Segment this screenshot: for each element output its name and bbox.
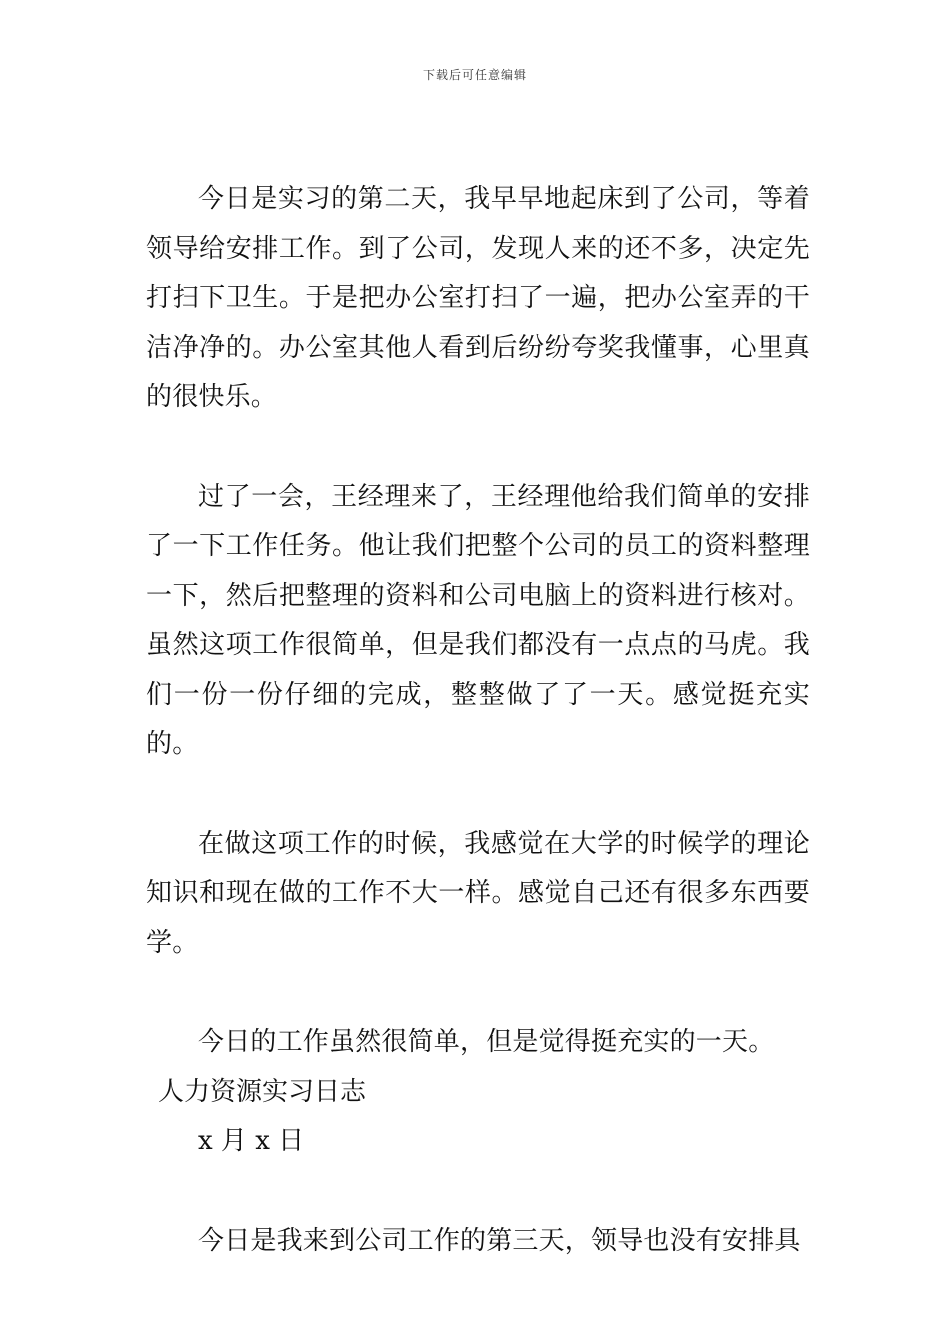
section-title: 人力资源实习日志	[158, 1076, 367, 1107]
header-note: 下载后可任意编辑	[422, 68, 527, 82]
paragraph-3: 在做这项工作的时候，我感觉在大学的时候学的理论知识和现在做的工作不大一样。感觉自己还有很多东西要学。	[146, 828, 810, 958]
paragraph-1: 今日是实习的第二天，我早早地起床到了公司，等着领导给安排工作。到了公司，发现人来的还不多，决定先打扫下卫生。于是把办公室打扫了一遍，把办公室弄的干洁净净的。办公室其他人看到后纷纷夸奖我懂事，心里真的很快乐。	[146, 184, 810, 412]
paragraph-5: 今日是我来到公司工作的第三天，领导也没有安排具	[198, 1225, 801, 1256]
paragraph-4: 今日的工作虽然很简单，但是觉得挺充实的一天。	[198, 1027, 775, 1057]
entry-date: x 月 x 日	[198, 1126, 305, 1156]
document-body	[146, 175, 810, 1266]
paragraph-2: 过了一会，王经理来了，王经理他给我们简单的安排了一下工作任务。他让我们把整个公司的员工的资料整理一下，然后把整理的资料和公司电脑上的资料进行核对。虽然这项工作很简单，但是我们都没有一点点的马虎。我们一份一份仔细的完成，整整做了了一天。感觉挺充实的。	[146, 481, 810, 759]
